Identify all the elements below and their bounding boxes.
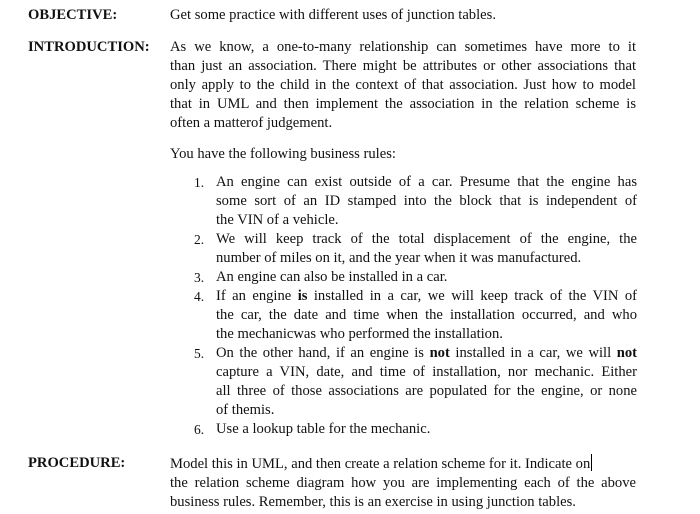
rule-line: the car, the date and time when the installation occurred, and who	[216, 307, 637, 323]
procedure-line: business rules. Remember, this is an exercise in using junction tables.	[170, 494, 576, 510]
rule-line: capture a VIN, date, and time of installation, nor mechanic. Either	[216, 364, 637, 380]
introduction-paragraph	[170, 38, 636, 133]
rule-text	[216, 268, 637, 287]
rule-text	[216, 173, 637, 230]
procedure-label: PROCEDURE:	[28, 455, 126, 471]
rule-line: Use a lookup table for the mechanic.	[216, 421, 431, 437]
rule-line	[216, 287, 637, 306]
rule-line: An engine can exist outside of a car. Presume that the engine has	[216, 174, 637, 190]
rule-text	[216, 344, 637, 420]
rule-text	[216, 230, 637, 268]
rule-fragment: On the other hand, if an engine is	[216, 345, 424, 361]
rule-line: the mechanicwas who performed the installation.	[216, 326, 503, 342]
objective-label: OBJECTIVE:	[28, 7, 118, 23]
procedure-paragraph	[170, 454, 636, 512]
procedure-line: the relation scheme diagram how you are implementing each of the above	[170, 475, 636, 491]
procedure-line	[170, 454, 636, 474]
emphasis-is: is	[297, 288, 308, 304]
rule-line: An engine can also be installed in a car.	[216, 269, 448, 285]
rule-line: all three of those associations are populated for the engine, or none	[216, 383, 637, 399]
emphasis-not: not	[429, 345, 450, 361]
rule-fragment: installed in a car, we will	[455, 345, 612, 361]
rule-line: number of miles on it, and the year when it was manufactured.	[216, 250, 582, 266]
rule-text	[216, 287, 637, 344]
rule-number: 3.	[194, 270, 205, 285]
rules-intro-text: You have the following business rules:	[170, 146, 396, 162]
objective-line: Get some practice with different uses of junction tables.	[170, 7, 496, 23]
rule-fragment: installed in a car, we will keep track of the VIN of	[313, 288, 637, 304]
rule-item	[194, 344, 637, 420]
rule-fragment: If an engine	[216, 288, 292, 304]
introduction-line: that in UML and then implement the association in the relation scheme is	[170, 96, 636, 112]
rule-item	[194, 287, 637, 344]
procedure-line-text: Model this in UML, and then create a relation scheme for it. Indicate on	[170, 456, 591, 472]
introduction-line: As we know, a one-to-many relationship can sometimes have more to it	[170, 39, 636, 55]
rule-line	[216, 344, 637, 363]
text-cursor	[591, 454, 592, 471]
introduction-line: than just an association. There might be attributes or other associations that	[170, 58, 636, 74]
rule-item	[194, 420, 637, 439]
rule-line: We will keep track of the total displacement of the engine, the	[216, 231, 637, 247]
rule-number: 6.	[194, 422, 205, 437]
rule-item	[194, 230, 637, 268]
rule-item	[194, 268, 637, 287]
rule-text	[216, 420, 637, 439]
introduction-line: only apply to the child in the context of that association. Just how to model	[170, 77, 636, 93]
rule-line: some sort of an ID stamped into the block that is independent of	[216, 193, 637, 209]
business-rules-list	[194, 173, 637, 439]
rule-number: 5.	[194, 346, 205, 361]
rule-number: 2.	[194, 232, 205, 247]
introduction-label: INTRODUCTION:	[28, 39, 150, 55]
rule-item	[194, 173, 637, 230]
rules-intro	[170, 145, 636, 164]
rule-line: of themis.	[216, 402, 275, 418]
rule-number: 4.	[194, 289, 205, 304]
objective-text	[170, 6, 636, 25]
emphasis-not: not	[616, 345, 638, 361]
rule-line: the VIN of a vehicle.	[216, 212, 339, 228]
rule-number: 1.	[194, 175, 205, 190]
introduction-line: often a matterof judgement.	[170, 115, 333, 131]
